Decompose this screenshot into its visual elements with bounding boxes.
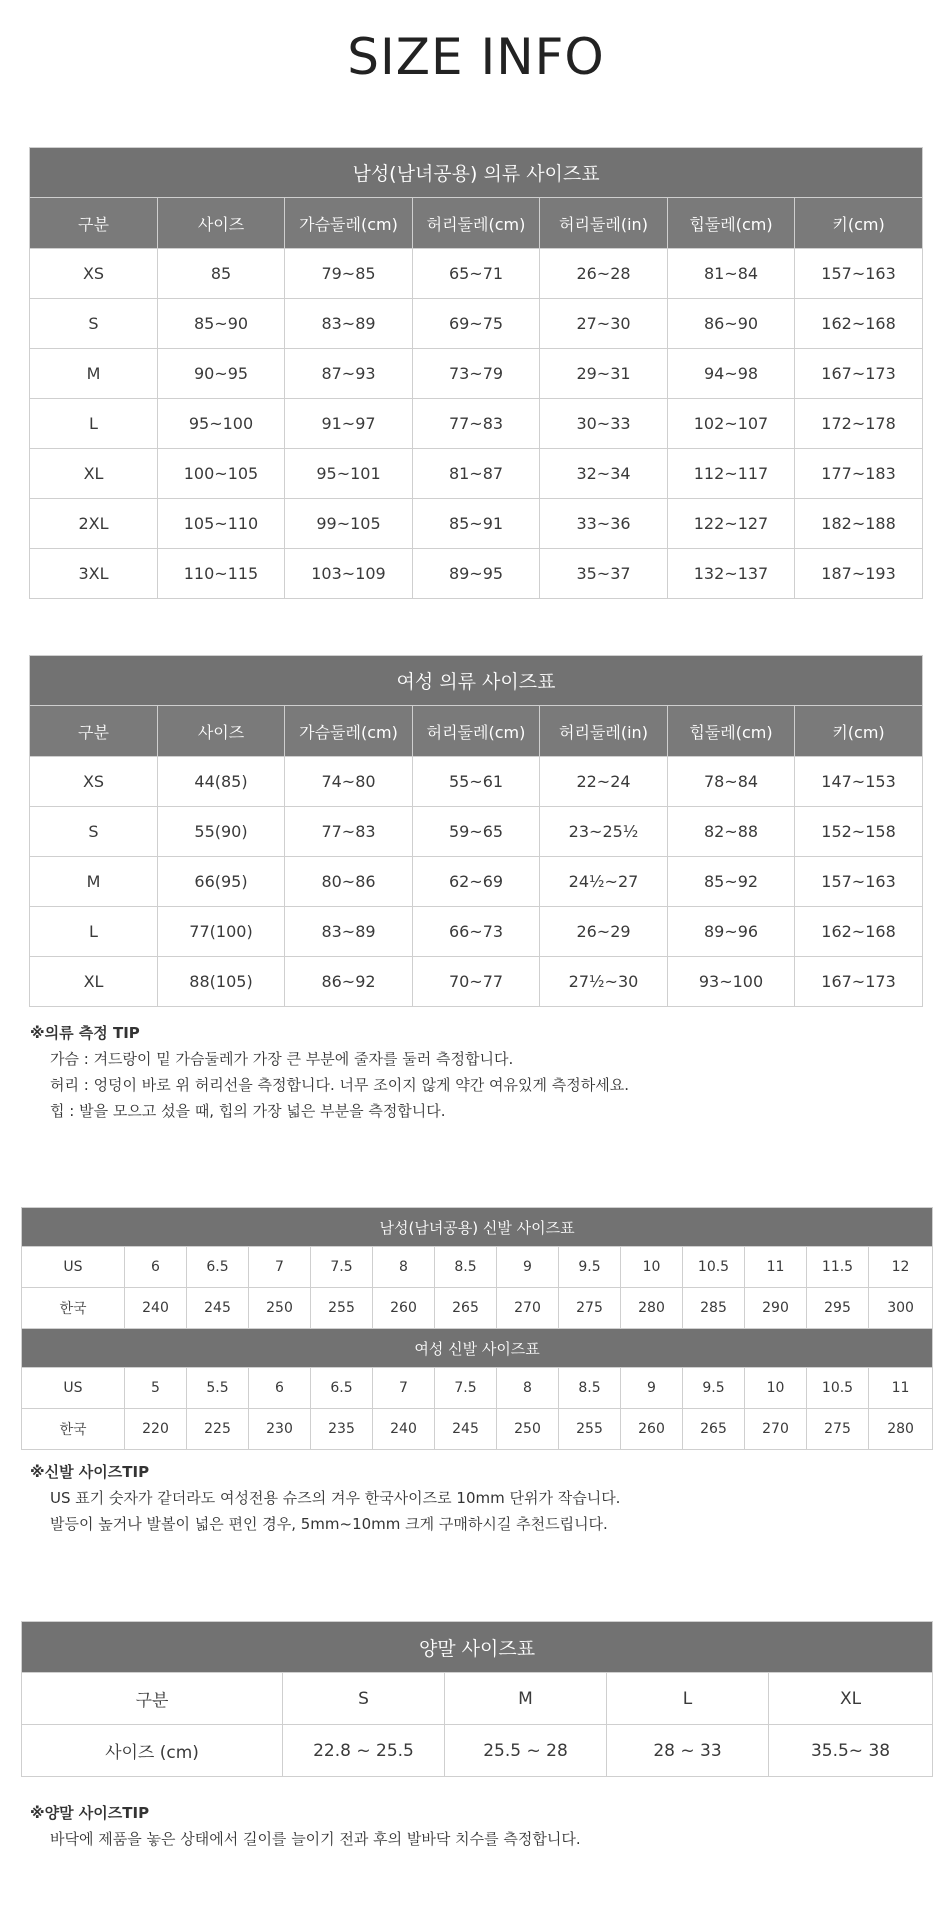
table-cell: 85 [158, 249, 285, 299]
table-cell: 30~33 [540, 399, 668, 449]
table-cell: 77(100) [158, 907, 285, 957]
table-cell: 132~137 [668, 549, 795, 599]
table-cell: 69~75 [413, 299, 540, 349]
table-cell: 23~25½ [540, 807, 668, 857]
table-cell: 260 [621, 1409, 683, 1450]
table-cell: 29~31 [540, 349, 668, 399]
table-cell: 275 [559, 1288, 621, 1329]
table-cell: 82~88 [668, 807, 795, 857]
table-cell: 240 [373, 1409, 435, 1450]
table-cell: 10.5 [807, 1368, 869, 1409]
sock-size-table [21, 1621, 933, 1777]
table-row [30, 499, 923, 549]
table-cell: 66~73 [413, 907, 540, 957]
table-cell: 240 [125, 1288, 187, 1329]
table-cell: 33~36 [540, 499, 668, 549]
table-cell: 295 [807, 1288, 869, 1329]
size-label-cell: M [30, 349, 158, 399]
table-cell: 265 [683, 1409, 745, 1450]
table-row [22, 1368, 933, 1409]
column-header: 구분 [30, 706, 158, 757]
table-cell: 55(90) [158, 807, 285, 857]
table-cell: 90~95 [158, 349, 285, 399]
table-cell: 11 [745, 1247, 807, 1288]
table-cell: 275 [807, 1409, 869, 1450]
header-cell: L [607, 1673, 769, 1725]
table-cell: 152~158 [795, 807, 923, 857]
header-cell: M [445, 1673, 607, 1725]
table-cell: 245 [435, 1409, 497, 1450]
tip-line: 바닥에 제품을 놓은 상태에서 길이를 늘이기 전과 후의 발바닥 치수를 측정합니다. [50, 1830, 581, 1848]
size-label-cell: XL [30, 957, 158, 1007]
column-header: 가슴둘레(cm) [285, 198, 413, 249]
table-cell: 77~83 [285, 807, 413, 857]
table-cell: 55~61 [413, 757, 540, 807]
table-row [22, 1247, 933, 1288]
table-cell: 87~93 [285, 349, 413, 399]
table-cell: 255 [559, 1409, 621, 1450]
header-cell: XL [769, 1673, 933, 1725]
table-cell: 10 [745, 1368, 807, 1409]
tip-line: US 표기 숫자가 같더라도 여성전용 슈즈의 겨우 한국사이즈로 10mm 단위가 작습니다. [50, 1489, 621, 1507]
column-header: 허리둘레(in) [540, 198, 668, 249]
table-cell: 83~89 [285, 907, 413, 957]
table-cell: 280 [869, 1409, 933, 1450]
tip-title: ※의류 측정 TIP [30, 1024, 140, 1042]
table-cell: 9.5 [683, 1368, 745, 1409]
table-title: 여성 의류 사이즈표 [30, 656, 923, 706]
table-cell: 260 [373, 1288, 435, 1329]
table-cell: 22.8 ~ 25.5 [283, 1725, 445, 1777]
table-title: 양말 사이즈표 [22, 1622, 933, 1673]
table-cell: 187~193 [795, 549, 923, 599]
size-label-cell: M [30, 857, 158, 907]
table-cell: 167~173 [795, 349, 923, 399]
table-cell: 26~29 [540, 907, 668, 957]
table-cell: 62~69 [413, 857, 540, 907]
table-cell: 88(105) [158, 957, 285, 1007]
size-label-cell: S [30, 299, 158, 349]
mens-clothing-size-table [29, 147, 923, 599]
table-cell: 89~96 [668, 907, 795, 957]
table-cell: 100~105 [158, 449, 285, 499]
row-label: 사이즈 (cm) [22, 1725, 283, 1777]
table-cell: 112~117 [668, 449, 795, 499]
table-cell: 5 [125, 1368, 187, 1409]
table-cell: 230 [249, 1409, 311, 1450]
column-header: 허리둘레(cm) [413, 198, 540, 249]
table-cell: 74~80 [285, 757, 413, 807]
table-cell: 93~100 [668, 957, 795, 1007]
shoe-size-tip [30, 1459, 620, 1537]
table-cell: 91~97 [285, 399, 413, 449]
table-cell: 85~92 [668, 857, 795, 907]
table-cell: 6 [249, 1368, 311, 1409]
table-row [30, 349, 923, 399]
table-row [30, 757, 923, 807]
table-cell: 27~30 [540, 299, 668, 349]
table-cell: 162~168 [795, 907, 923, 957]
table-cell: 28 ~ 33 [607, 1725, 769, 1777]
table-cell: 8.5 [435, 1247, 497, 1288]
table-row [30, 807, 923, 857]
table-cell: 95~101 [285, 449, 413, 499]
table-cell: 25.5 ~ 28 [445, 1725, 607, 1777]
table-row [30, 857, 923, 907]
column-header: 키(cm) [795, 706, 923, 757]
table-cell: 110~115 [158, 549, 285, 599]
table-cell: 70~77 [413, 957, 540, 1007]
table-cell: 157~163 [795, 857, 923, 907]
womens-clothing-size-table [29, 655, 923, 1007]
tip-line: 허리 : 엉덩이 바로 위 허리선을 측정합니다. 너무 조이지 않게 약간 여유있게 측정하세요. [50, 1076, 629, 1094]
table-cell: 177~183 [795, 449, 923, 499]
table-cell: 182~188 [795, 499, 923, 549]
table-cell: 86~92 [285, 957, 413, 1007]
table-cell: 24½~27 [540, 857, 668, 907]
table-cell: 285 [683, 1288, 745, 1329]
clothing-measure-tip [30, 1020, 629, 1124]
table-cell: 86~90 [668, 299, 795, 349]
table-cell: 83~89 [285, 299, 413, 349]
table-cell: 147~153 [795, 757, 923, 807]
table-cell: 94~98 [668, 349, 795, 399]
table-cell: 6.5 [187, 1247, 249, 1288]
row-label: 한국 [22, 1409, 125, 1450]
table-cell: 270 [497, 1288, 559, 1329]
table-cell: 167~173 [795, 957, 923, 1007]
table-cell: 10 [621, 1247, 683, 1288]
table-cell: 85~90 [158, 299, 285, 349]
table-cell: 59~65 [413, 807, 540, 857]
column-header: 허리둘레(in) [540, 706, 668, 757]
column-header: 키(cm) [795, 198, 923, 249]
table-cell: 89~95 [413, 549, 540, 599]
size-label-cell: 3XL [30, 549, 158, 599]
column-header: 사이즈 [158, 198, 285, 249]
table-cell: 7 [249, 1247, 311, 1288]
table-cell: 9 [621, 1368, 683, 1409]
row-label: US [22, 1368, 125, 1409]
table-cell: 26~28 [540, 249, 668, 299]
table-cell: 81~84 [668, 249, 795, 299]
table-cell: 102~107 [668, 399, 795, 449]
table-cell: 265 [435, 1288, 497, 1329]
column-header: 힙둘레(cm) [668, 706, 795, 757]
table-cell: 290 [745, 1288, 807, 1329]
column-header: 가슴둘레(cm) [285, 706, 413, 757]
header-cell: S [283, 1673, 445, 1725]
table-cell: 162~168 [795, 299, 923, 349]
table-cell: 300 [869, 1288, 933, 1329]
table-cell: 255 [311, 1288, 373, 1329]
table-cell: 32~34 [540, 449, 668, 499]
size-label-cell: XS [30, 757, 158, 807]
table-cell: 85~91 [413, 499, 540, 549]
table-cell: 9 [497, 1247, 559, 1288]
table-cell: 8 [373, 1247, 435, 1288]
table-row [30, 249, 923, 299]
table-cell: 122~127 [668, 499, 795, 549]
table-cell: 9.5 [559, 1247, 621, 1288]
table-cell: 78~84 [668, 757, 795, 807]
table-cell: 250 [497, 1409, 559, 1450]
table-cell: 7 [373, 1368, 435, 1409]
table-cell: 77~83 [413, 399, 540, 449]
table-cell: 80~86 [285, 857, 413, 907]
table-cell: 250 [249, 1288, 311, 1329]
table-cell: 157~163 [795, 249, 923, 299]
table-cell: 7.5 [435, 1368, 497, 1409]
column-header: 허리둘레(cm) [413, 706, 540, 757]
size-label-cell: XL [30, 449, 158, 499]
table-title: 남성(남녀공용) 의류 사이즈표 [30, 148, 923, 198]
table-cell: 79~85 [285, 249, 413, 299]
table-row [30, 907, 923, 957]
shoe-size-table [21, 1207, 933, 1450]
table-cell: 27½~30 [540, 957, 668, 1007]
page-title: SIZE INFO [347, 28, 605, 86]
tip-line: 발등이 높거나 발볼이 넓은 편인 경우, 5mm~10mm 크게 구매하시길 추천드립니다. [50, 1515, 608, 1533]
table-cell: 105~110 [158, 499, 285, 549]
table-row [22, 1409, 933, 1450]
column-header: 사이즈 [158, 706, 285, 757]
table-cell: 11.5 [807, 1247, 869, 1288]
table-row [30, 449, 923, 499]
mens-shoe-table-title: 남성(남녀공용) 신발 사이즈표 [22, 1208, 933, 1247]
tip-line: 가슴 : 겨드랑이 밑 가슴둘레가 가장 큰 부분에 줄자를 둘러 측정합니다. [50, 1050, 514, 1068]
tip-line: 힙 : 발을 모으고 섰을 때, 힙의 가장 넓은 부분을 측정합니다. [50, 1102, 446, 1120]
table-cell: 220 [125, 1409, 187, 1450]
sock-size-tip [30, 1800, 581, 1852]
row-label: US [22, 1247, 125, 1288]
table-cell: 99~105 [285, 499, 413, 549]
row-label: 한국 [22, 1288, 125, 1329]
table-cell: 81~87 [413, 449, 540, 499]
table-cell: 73~79 [413, 349, 540, 399]
table-row [30, 399, 923, 449]
header-cell: 구분 [22, 1673, 283, 1725]
table-cell: 11 [869, 1368, 933, 1409]
size-label-cell: L [30, 907, 158, 957]
size-label-cell: 2XL [30, 499, 158, 549]
table-cell: 225 [187, 1409, 249, 1450]
table-cell: 270 [745, 1409, 807, 1450]
table-cell: 35~37 [540, 549, 668, 599]
table-cell: 12 [869, 1247, 933, 1288]
table-cell: 280 [621, 1288, 683, 1329]
table-cell: 8.5 [559, 1368, 621, 1409]
table-cell: 6 [125, 1247, 187, 1288]
table-cell: 172~178 [795, 399, 923, 449]
column-header: 구분 [30, 198, 158, 249]
table-cell: 22~24 [540, 757, 668, 807]
column-header: 힙둘레(cm) [668, 198, 795, 249]
tip-title: ※양말 사이즈TIP [30, 1804, 150, 1822]
size-label-cell: XS [30, 249, 158, 299]
size-label-cell: S [30, 807, 158, 857]
size-label-cell: L [30, 399, 158, 449]
table-cell: 5.5 [187, 1368, 249, 1409]
table-cell: 35.5~ 38 [769, 1725, 933, 1777]
tip-title: ※신발 사이즈TIP [30, 1463, 150, 1481]
table-cell: 95~100 [158, 399, 285, 449]
table-row [30, 299, 923, 349]
table-row [30, 957, 923, 1007]
table-cell: 66(95) [158, 857, 285, 907]
table-cell: 7.5 [311, 1247, 373, 1288]
table-cell: 10.5 [683, 1247, 745, 1288]
table-cell: 245 [187, 1288, 249, 1329]
table-cell: 44(85) [158, 757, 285, 807]
table-cell: 65~71 [413, 249, 540, 299]
table-cell: 235 [311, 1409, 373, 1450]
table-row [22, 1288, 933, 1329]
table-cell: 103~109 [285, 549, 413, 599]
table-cell: 8 [497, 1368, 559, 1409]
womens-shoe-table-title: 여성 신발 사이즈표 [22, 1329, 933, 1368]
table-row [30, 549, 923, 599]
table-cell: 6.5 [311, 1368, 373, 1409]
